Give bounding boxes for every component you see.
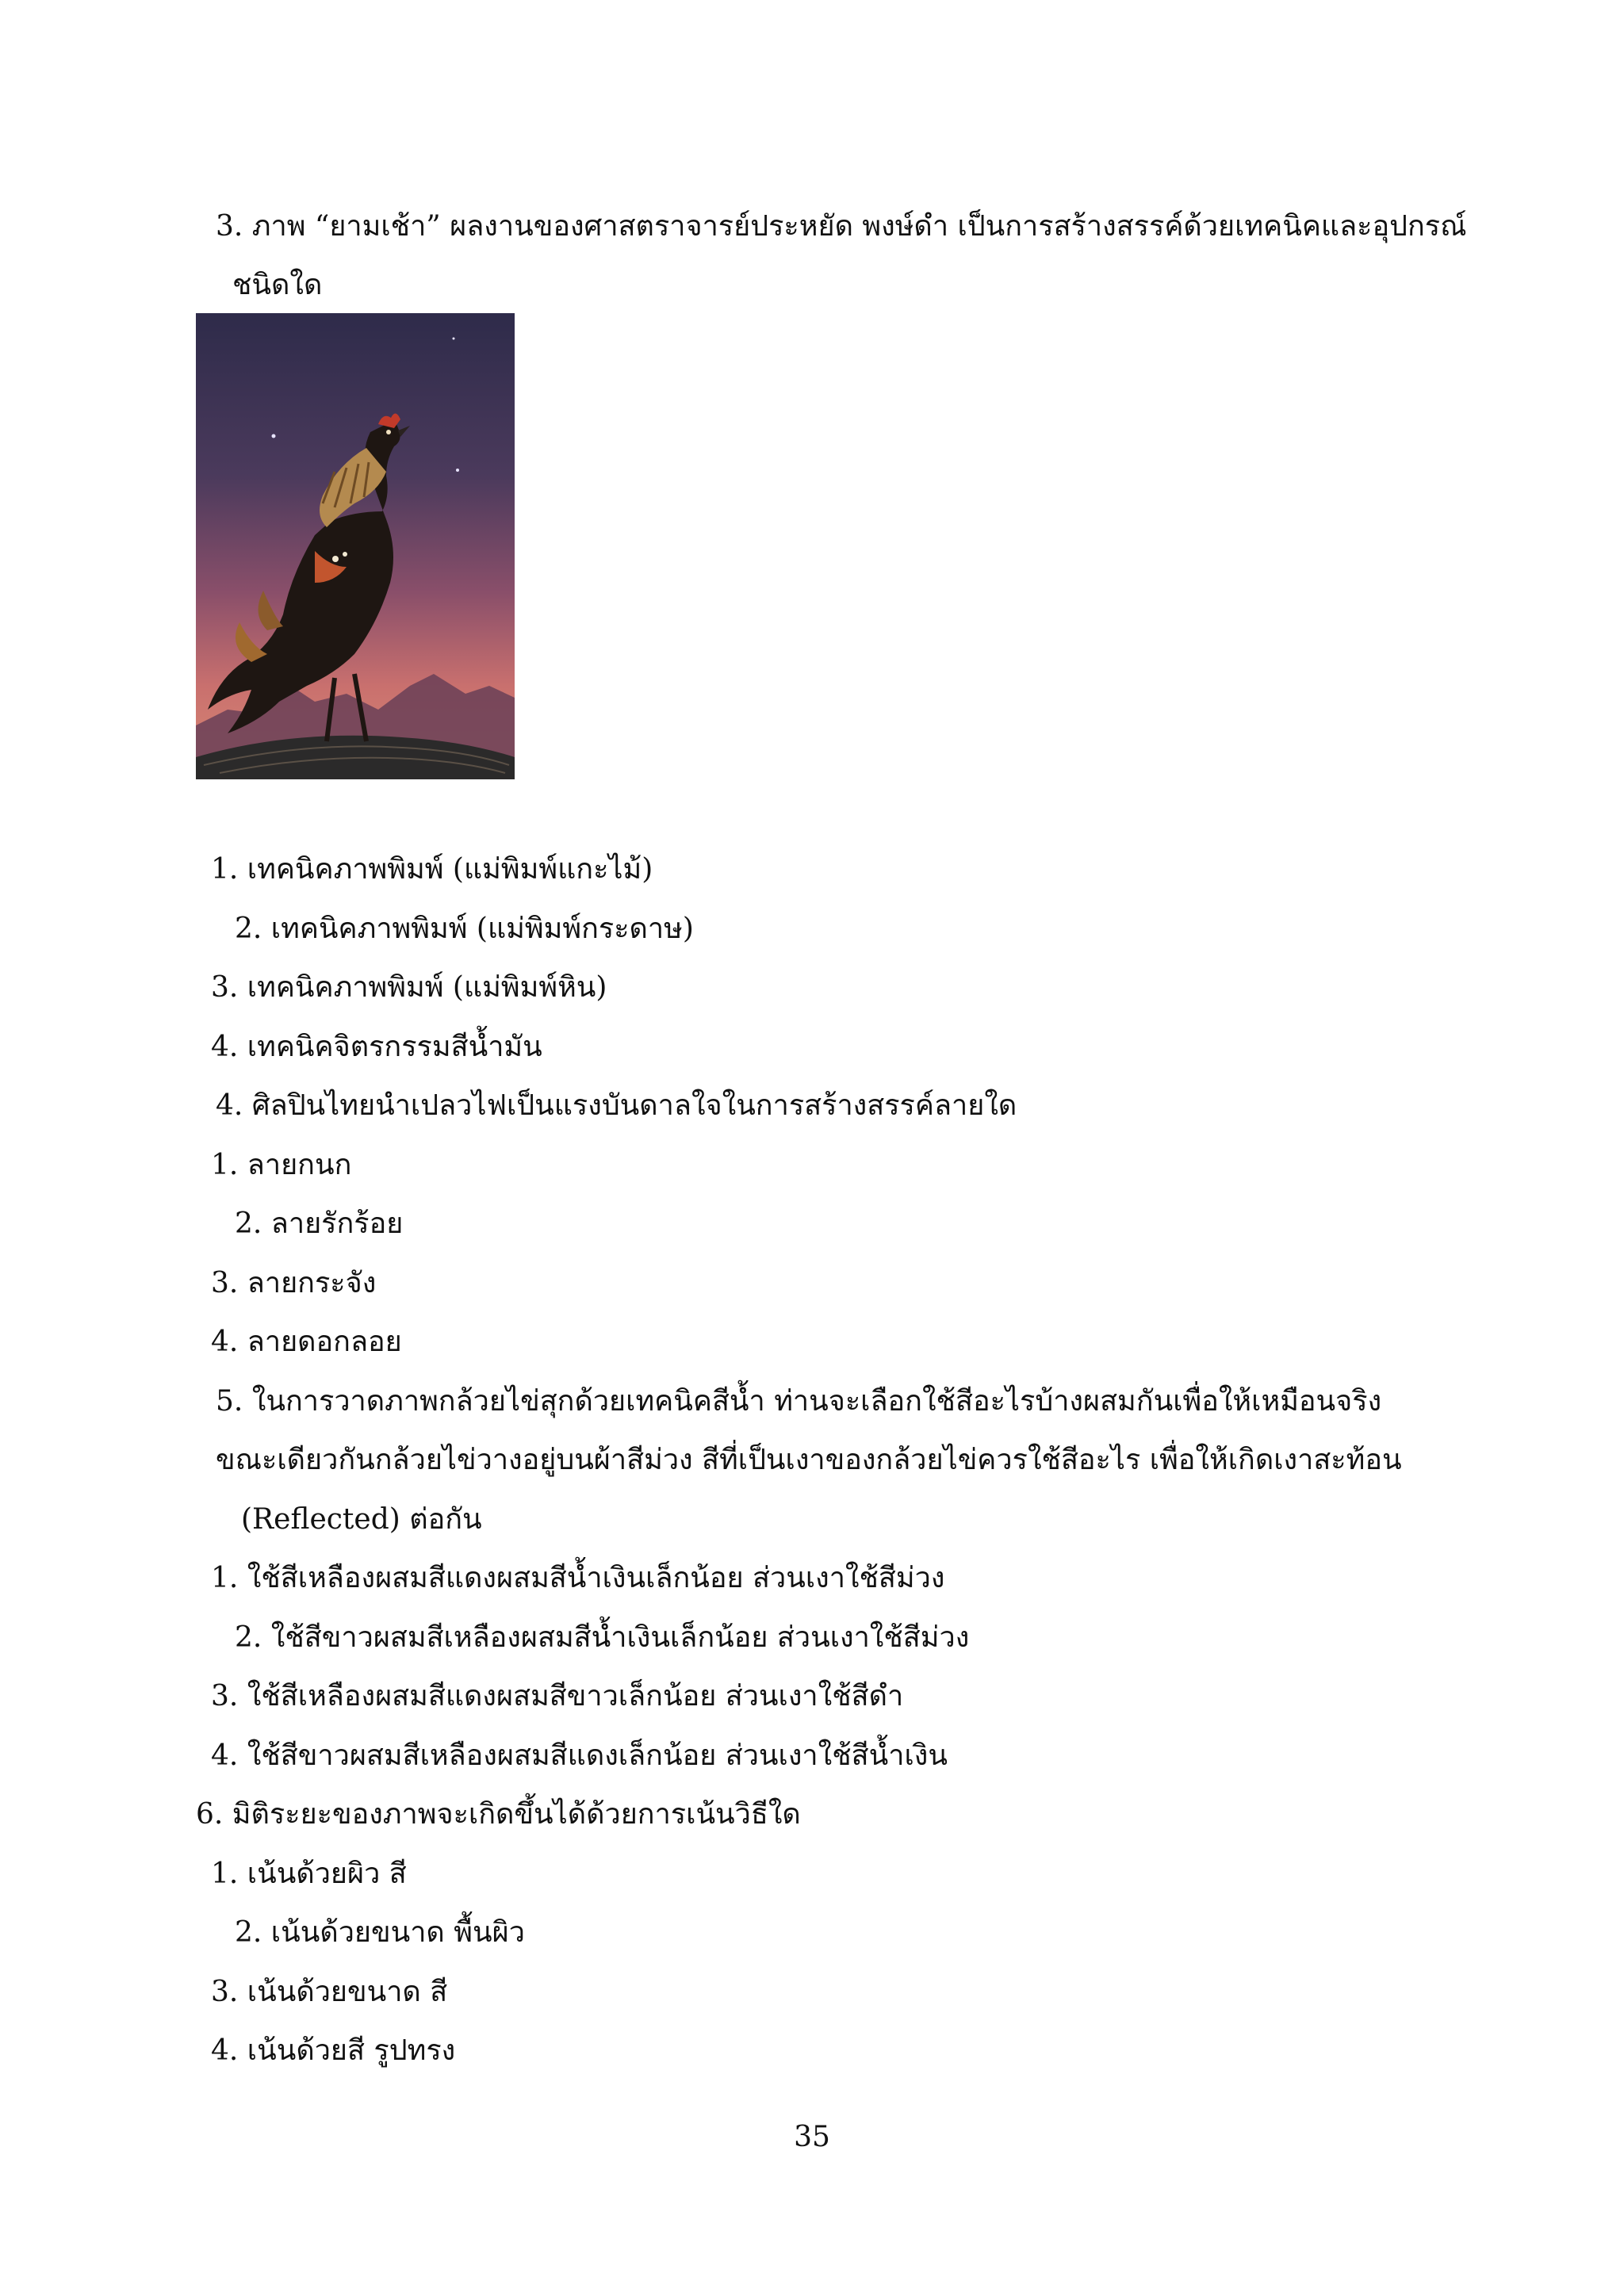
q5-question-line1: 5. ในการวาดภาพกล้วยไข่สุกด้วยเทคนิคสีน้ำ ท่านจะเลือกใช้สีอะไรบ้างผสมกันเพื่อให้เหมือนจริง bbox=[216, 1385, 1382, 1418]
q5-question-line3: (Reflected) ต่อกัน bbox=[241, 1503, 482, 1536]
q5-choice-3: 3. ใช้สีเหลืองผสมสีแดงผสมสีขาวเล็กน้อย ส่วนเงาใช้สีดำ bbox=[211, 1680, 904, 1712]
q6-choice-2: 2. เน้นด้วยขนาด พื้นผิว bbox=[235, 1916, 525, 1949]
q5-choice-4: 4. ใช้สีขาวผสมสีเหลืองผสมสีแดงเล็กน้อย ส่วนเงาใช้สีน้ำเงิน bbox=[211, 1739, 948, 1772]
q6-choice-1: 1. เน้นด้วยผิว สี bbox=[211, 1858, 407, 1890]
q4-question: 4. ศิลปินไทยนำเปลวไฟเป็นแรงบันดาลใจในการสร้างสรรค์ลายใด bbox=[216, 1089, 1017, 1122]
q4-choice-4: 4. ลายดอกลอย bbox=[211, 1326, 402, 1358]
q5-question-line2: ขณะเดียวกันกล้วยไข่วางอยู่บนผ้าสีม่วง สีที่เป็นเงาของกล้วยไข่ควรใช้สีอะไร เพื่อให้เกิดเงาสะท้อน bbox=[216, 1444, 1402, 1476]
page-number: 35 bbox=[794, 2121, 830, 2153]
q4-choice-2: 2. ลายรักร้อย bbox=[235, 1207, 404, 1240]
q6-choice-3: 3. เน้นด้วยขนาด สี bbox=[211, 1976, 448, 2008]
q6-choice-4: 4. เน้นด้วยสี รูปทรง bbox=[211, 2034, 456, 2067]
q4-choice-3: 3. ลายกระจัง bbox=[211, 1267, 377, 1299]
q6-question: 6. มิติระยะของภาพจะเกิดขึ้นได้ด้วยการเน้นวิธีใด bbox=[196, 1798, 801, 1831]
q3-question-line1: 3. ภาพ “ยามเช้า” ผลงานของศาสตราจารย์ประหยัด พงษ์ดำ เป็นการสร้างสรรค์ด้วยเทคนิคและอุปกรณ์ bbox=[216, 210, 1467, 243]
q3-choice-1: 1. เทคนิคภาพพิมพ์ (แม่พิมพ์แกะไม้) bbox=[211, 853, 653, 886]
q5-choice-2: 2. ใช้สีขาวผสมสีเหลืองผสมสีน้ำเงินเล็กน้อย ส่วนเงาใช้สีม่วง bbox=[235, 1621, 970, 1654]
q3-choice-3: 3. เทคนิคภาพพิมพ์ (แม่พิมพ์หิน) bbox=[211, 971, 607, 1004]
q5-choice-1: 1. ใช้สีเหลืองผสมสีแดงผสมสีน้ำเงินเล็กน้อย ส่วนเงาใช้สีม่วง bbox=[211, 1562, 945, 1594]
q3-choice-4: 4. เทคนิคจิตรกรรมสีน้ำมัน bbox=[211, 1031, 542, 1063]
rooster-artwork-image bbox=[196, 313, 515, 779]
q3-question-line2: ชนิดใด bbox=[232, 269, 323, 301]
q4-choice-1: 1. ลายกนก bbox=[211, 1149, 352, 1181]
q3-choice-2: 2. เทคนิคภาพพิมพ์ (แม่พิมพ์กระดาษ) bbox=[235, 913, 694, 945]
